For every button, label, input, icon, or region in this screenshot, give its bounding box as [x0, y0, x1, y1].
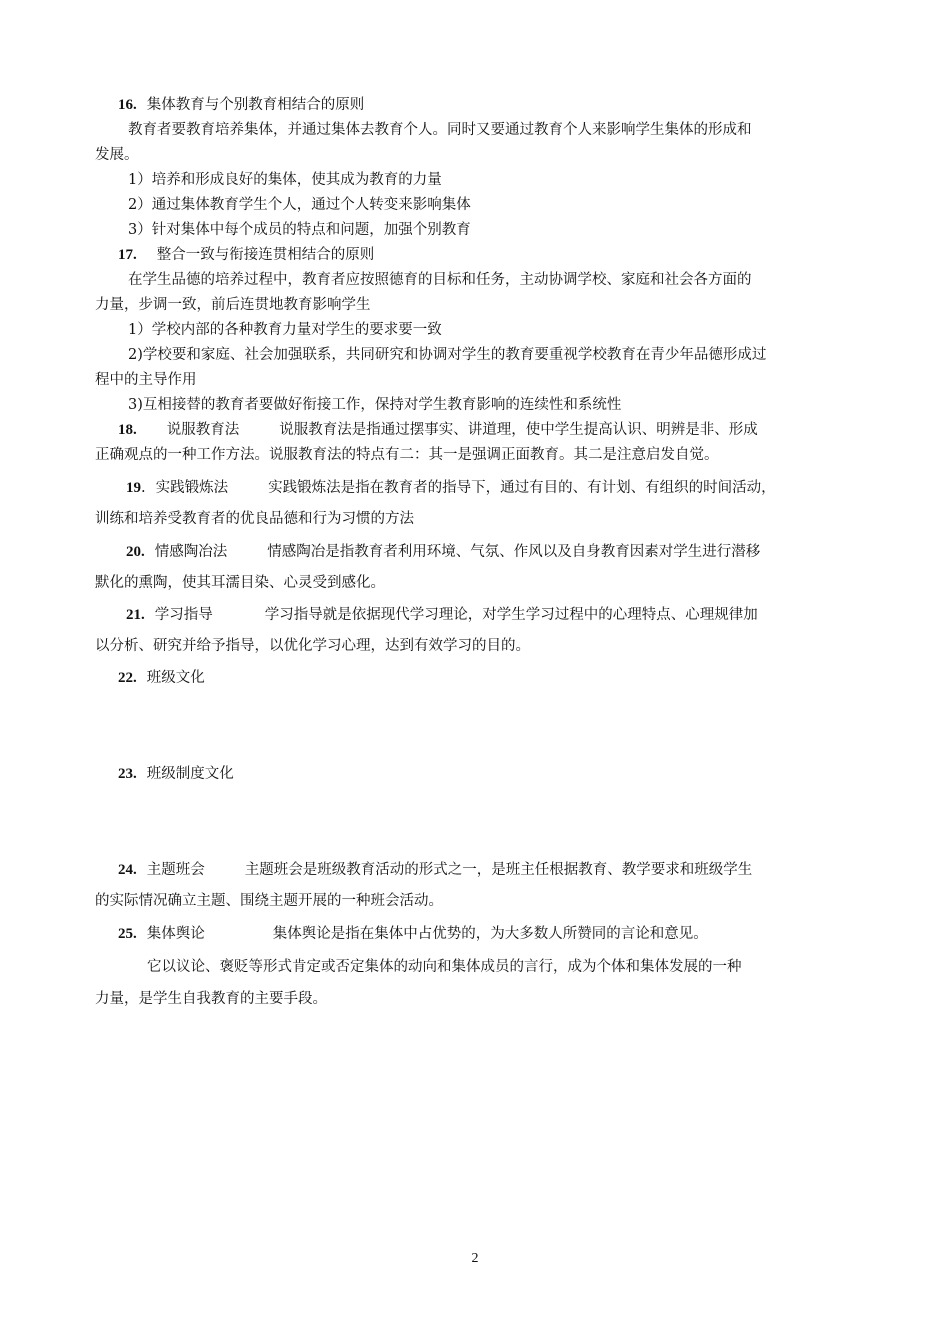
paragraph-line: 的实际情况确立主题、围绕主题开展的一种班会活动。 [95, 893, 443, 909]
item-number: 25. [118, 926, 137, 942]
item-number: 22. [118, 670, 137, 686]
item-number: 18. [118, 422, 137, 438]
list-item: 2)学校要和家庭、社会加强联系，共同研究和协调对学生的教育要重视学校教育在青少年品德形成过 [128, 347, 767, 363]
paragraph-line: 在学生品德的培养过程中，教育者应按照德育的目标和任务，主动协调学校、家庭和社会各方面的 [128, 272, 752, 288]
heading-18 [118, 421, 758, 439]
item-number: 23. [118, 766, 137, 782]
definition-text: 主题班会是班级教育活动的形式之一，是班主任根据教育、教学要求和班级学生 [244, 862, 753, 878]
heading-22 [118, 669, 205, 687]
paragraph-line: 正确观点的一种工作方法。说服教育法的特点有二：其一是强调正面教育。其二是注意启发自觉。 [95, 447, 719, 463]
heading-20 [126, 543, 760, 561]
heading-text: 整合一致与衔接连贯相结合的原则 [156, 247, 375, 263]
paragraph-line: 力量，步调一致，前后连贯地教育影响学生 [95, 297, 371, 313]
heading-16 [118, 96, 364, 114]
definition-text: 集体舆论是指在集体中占优势的，为大多数人所赞同的言论和意见。 [272, 926, 708, 942]
heading-19 [126, 479, 776, 497]
heading-17 [118, 246, 374, 264]
paragraph-line: 默化的熏陶，使其耳濡目染、心灵受到感化。 [95, 575, 385, 591]
list-item: 3)互相接替的教育者要做好衔接工作，保持对学生教育影响的连续性和系统性 [128, 397, 622, 413]
paragraph-line: 以分析、研究并给予指导，以优化学习心理，达到有效学习的目的。 [95, 638, 530, 654]
heading-23 [118, 765, 234, 783]
paragraph-line: 程中的主导作用 [95, 372, 197, 388]
list-item: 1）学校内部的各种教育力量对学生的要求要一致 [128, 322, 442, 338]
term-text: 集体舆论 [146, 926, 205, 942]
paragraph-line: 发展。 [95, 147, 139, 163]
paragraph-line: 它以议论、褒贬等形式肯定或否定集体的动向和集体成员的言行，成为个体和集体发展的一种 [147, 959, 742, 975]
definition-text: 学习指导就是依据现代学习理论，对学生学习过程中的心理特点、心理规律加 [264, 607, 758, 623]
definition-text: 说服教育法是指通过摆事实、讲道理，使中学生提高认识、明辨是非、形成 [279, 422, 758, 438]
item-number: 19 [126, 480, 141, 496]
heading-25 [118, 925, 708, 943]
term-text: 班级文化 [146, 670, 205, 686]
definition-text: 实践锻炼法是指在教育者的指导下，通过有目的、有计划、有组织的时间活动， [268, 480, 776, 496]
term-text: 情感陶冶法 [154, 544, 228, 560]
list-item: 2）通过集体教育学生个人，通过个人转变来影响集体 [128, 197, 471, 213]
item-number: 24. [118, 862, 137, 878]
definition-text: 情感陶冶是指教育者利用环境、气氛、作风以及自身教育因素对学生进行潜移 [267, 544, 761, 560]
page-number: 2 [471, 1251, 479, 1266]
term-text: 学习指导 [154, 607, 213, 623]
item-number: 16. [118, 97, 137, 113]
list-item: 3）针对集体中每个成员的特点和问题，加强个别教育 [128, 222, 471, 238]
item-number: 17. [118, 247, 137, 263]
item-number-dot: . [141, 480, 146, 496]
term-text: 主题班会 [146, 862, 205, 878]
paragraph-line: 教育者要教育培养集体，并通过集体去教育个人。同时又要通过教育个人来影响学生集体的形成和 [128, 122, 752, 138]
item-number: 20. [126, 544, 145, 560]
heading-24 [118, 861, 752, 879]
list-item: 1）培养和形成良好的集体，使其成为教育的力量 [128, 172, 442, 188]
paragraph-line: 力量，是学生自我教育的主要手段。 [95, 991, 327, 1007]
item-number: 21. [126, 607, 145, 623]
heading-21 [126, 606, 758, 624]
term-text: 班级制度文化 [146, 766, 234, 782]
term-text: 实践锻炼法 [155, 480, 229, 496]
paragraph-line: 训练和培养受教育者的优良品德和行为习惯的方法 [95, 511, 414, 527]
heading-text: 集体教育与个别教育相结合的原则 [146, 97, 365, 113]
term-text: 说服教育法 [166, 422, 240, 438]
